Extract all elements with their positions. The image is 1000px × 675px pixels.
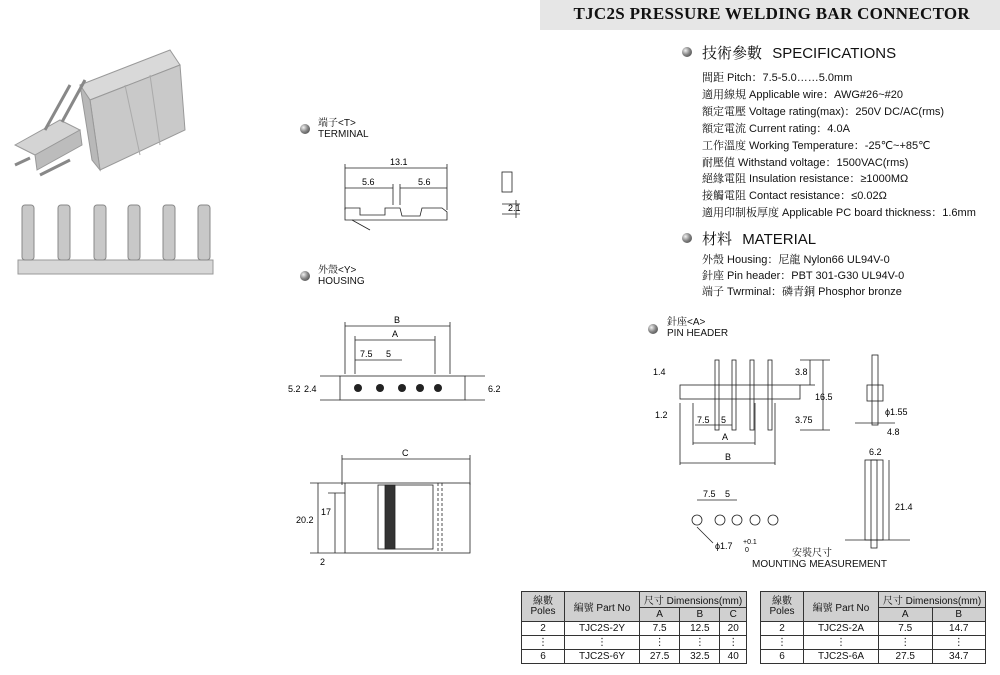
table-cell: 12.5 — [680, 622, 720, 636]
dims-header: 尺寸 Dimensions(mm) — [879, 592, 986, 608]
housing-bullet-icon — [300, 271, 310, 281]
table-cell: TJC2S-6Y — [565, 650, 640, 664]
spec-line: 額定電流 Current rating：4.0A — [702, 123, 850, 135]
table-cell: ⋮ — [804, 636, 879, 650]
table-header-row — [522, 592, 747, 608]
pin-dim-165: 16.5 — [815, 392, 833, 402]
table-cell: ⋮ — [522, 636, 565, 650]
pin-dim-214: 21.4 — [895, 502, 913, 512]
pin-dim-38: 3.8 — [795, 367, 808, 377]
spec-heading — [702, 42, 896, 63]
pin-dim-5: 5 — [721, 415, 727, 425]
table-cell: 7.5 — [879, 622, 933, 636]
col-c-header: C — [720, 608, 747, 622]
housing-dim-a: A — [392, 329, 399, 339]
pin-dim-75: 7.5 — [697, 415, 710, 425]
housing-label — [318, 265, 365, 287]
pin-dim-b: B — [725, 452, 732, 462]
table-row — [522, 650, 747, 664]
mount-tol-minus: 0 — [745, 547, 749, 554]
housing-dim-202: 20.2 — [296, 515, 314, 525]
table-row — [761, 636, 986, 650]
terminal-dim-height: 2.1 — [508, 203, 521, 213]
mounting-label-cn: 安裝尺寸 — [792, 548, 832, 559]
spec-line: 絕緣電阻 Insulation resistance：≥1000MΩ — [702, 173, 909, 185]
pin-header-label-cn: 針座<A> — [667, 317, 706, 328]
pin-header-dimension-table — [760, 591, 986, 664]
mount-dim-5: 5 — [725, 489, 731, 499]
table-cell: ⋮ — [640, 636, 680, 650]
product-photo — [0, 20, 260, 290]
housing-dim-62: 6.2 — [488, 384, 501, 394]
housing-dimension-table — [521, 591, 747, 664]
page-title: TJC2S PRESSURE WELDING BAR CONNECTOR — [573, 4, 970, 23]
table-cell: ⋮ — [761, 636, 804, 650]
material-heading-en: MATERIAL — [742, 231, 817, 248]
terminal-dim-total: 13.1 — [390, 157, 408, 167]
table-cell: 6 — [761, 650, 804, 664]
table-cell: 40 — [720, 650, 747, 664]
table-cell: ⋮ — [879, 636, 933, 650]
spec-line: 工作溫度 Working Temperature：-25℃~+85℃ — [702, 140, 931, 152]
partno-header: 編號 Part No — [565, 592, 640, 622]
terminal-drawing — [330, 150, 540, 240]
housing-top-drawing — [280, 312, 510, 420]
poles-header-en: Poles — [530, 605, 556, 617]
table-cell: ⋮ — [680, 636, 720, 650]
terminal-dim-right: 5.6 — [418, 177, 431, 187]
table-cell: 27.5 — [640, 650, 680, 664]
pin-header-label-en: PIN HEADER — [667, 328, 729, 339]
table-cell: TJC2S-2Y — [565, 622, 640, 636]
spec-line: 額定電壓 Voltage rating(max)：250V DC/AC(rms) — [702, 106, 945, 118]
pin-header-bullet-icon — [648, 324, 658, 334]
housing-dim-24: 2.4 — [304, 384, 317, 394]
terminal-label — [318, 118, 369, 140]
material-line: 端子 Twrminal：磷青銅 Phosphor bronze — [702, 286, 902, 298]
housing-dim-52: 5.2 — [288, 384, 301, 394]
table-row — [761, 622, 986, 636]
spec-line: 適用線規 Applicable wire：AWG#26~#20 — [702, 89, 904, 101]
pin-dim-155: ϕ1.55 — [885, 407, 908, 417]
pin-dim-62: 6.2 — [869, 447, 882, 457]
poles-header-cn: 線數 — [772, 595, 792, 607]
col-b-header: B — [680, 608, 720, 622]
housing-dim-pitch2: 5 — [386, 349, 392, 359]
material-heading-cn: 材料 — [702, 231, 733, 248]
table-cell: 27.5 — [879, 650, 933, 664]
housing-dim-17: 17 — [321, 507, 332, 517]
poles-header — [761, 592, 804, 622]
housing-dim-pitch1: 7.5 — [360, 349, 373, 359]
material-heading — [702, 228, 816, 249]
table-cell: 20 — [720, 622, 747, 636]
table-cell: 14.7 — [932, 622, 986, 636]
material-line: 外殼 Housing：尼龍 Nylon66 UL94V-0 — [702, 254, 890, 266]
spec-line: 適用印制板厚度 Applicable PC board thickness：1.6mm — [702, 207, 976, 219]
spec-line: 接觸電阻 Contact resistance：≤0.02Ω — [702, 190, 887, 202]
table-cell: ⋮ — [720, 636, 747, 650]
spec-heading-cn: 技術參數 — [702, 45, 763, 62]
col-a-header: A — [640, 608, 680, 622]
housing-dim-b: B — [394, 315, 401, 325]
table-cell: TJC2S-6A — [804, 650, 879, 664]
pin-header-label — [667, 317, 728, 339]
spec-line: 間距 Pitch：7.5-5.0……5.0mm — [702, 72, 853, 84]
housing-label-cn: 外殼<Y> — [318, 265, 357, 276]
table-cell: 2 — [522, 622, 565, 636]
spec-line: 耐壓值 Withstand voltage：1500VAC(rms) — [702, 157, 909, 169]
poles-header — [522, 592, 565, 622]
col-a-header: A — [879, 608, 933, 622]
table-row — [761, 650, 986, 664]
terminal-bullet-icon — [300, 124, 310, 134]
mount-tol-plus: +0.1 — [743, 539, 757, 546]
housing-dim-c: C — [402, 448, 409, 458]
pin-dim-12: 1.2 — [655, 410, 668, 420]
material-line: 針座 Pin header：PBT 301-G30 UL94V-0 — [702, 270, 905, 282]
terminal-label-cn: 端子<T> — [318, 118, 356, 129]
table-cell: 2 — [761, 622, 804, 636]
mounting-drawing — [685, 485, 795, 555]
product-illustration — [0, 20, 260, 290]
title-bar — [540, 0, 1000, 30]
mount-dim-17: ϕ1.7 — [715, 541, 733, 551]
housing-label-en: HOUSING — [318, 276, 365, 287]
mounting-label — [752, 548, 887, 570]
table-cell: 7.5 — [640, 622, 680, 636]
table-cell: 6 — [522, 650, 565, 664]
dims-header: 尺寸 Dimensions(mm) — [640, 592, 747, 608]
spec-bullet-icon — [682, 47, 692, 57]
table-row — [522, 636, 747, 650]
pin-dim-14: 1.4 — [653, 367, 666, 377]
pin-dim-a: A — [722, 432, 729, 442]
col-b-header: B — [932, 608, 986, 622]
poles-header-cn: 線數 — [533, 595, 553, 607]
mounting-label-en: MOUNTING MEASUREMENT — [752, 559, 887, 570]
table-cell: TJC2S-2A — [804, 622, 879, 636]
mount-dim-75: 7.5 — [703, 489, 716, 499]
partno-header: 編號 Part No — [804, 592, 879, 622]
table-cell: 32.5 — [680, 650, 720, 664]
housing-dim-2: 2 — [320, 557, 326, 567]
pin-dim-375: 3.75 — [795, 415, 813, 425]
table-cell: ⋮ — [565, 636, 640, 650]
terminal-label-en: TERMINAL — [318, 129, 369, 140]
material-bullet-icon — [682, 233, 692, 243]
table-row — [522, 622, 747, 636]
housing-side-drawing — [290, 445, 490, 573]
spec-heading-en: SPECIFICATIONS — [772, 45, 897, 62]
table-cell: ⋮ — [932, 636, 986, 650]
poles-header-en: Poles — [769, 605, 795, 617]
table-cell: 34.7 — [932, 650, 986, 664]
pin-dim-48: 4.8 — [887, 427, 900, 437]
terminal-dim-left: 5.6 — [362, 177, 375, 187]
table-header-row — [761, 592, 986, 608]
